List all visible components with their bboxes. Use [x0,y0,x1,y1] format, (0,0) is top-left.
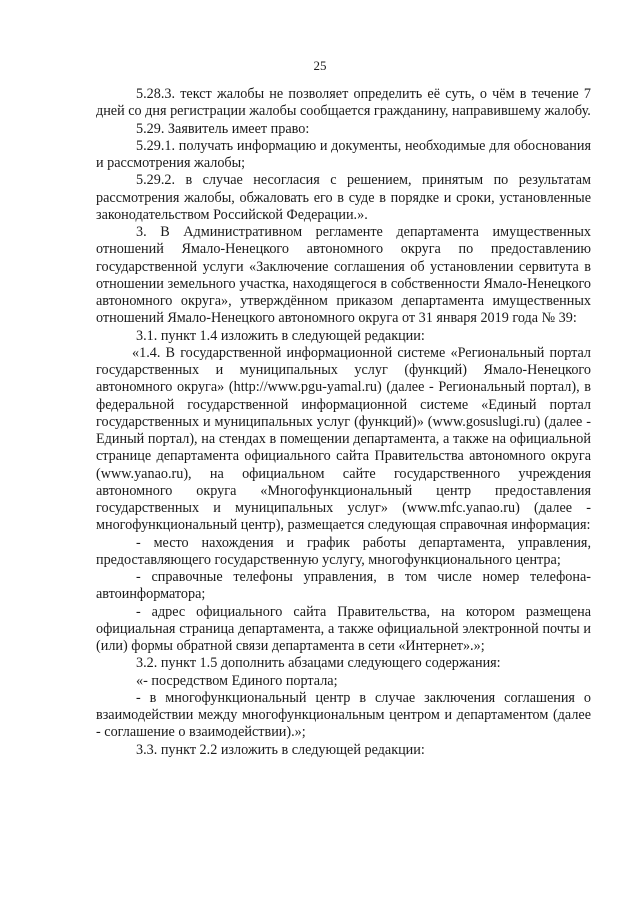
paragraph-5-29-1: 5.29.1. получать информацию и документы, необходимые для обоснования и рассмотрения жалобы; [96,137,591,171]
paragraph-3-3: 3.3. пункт 2.2 изложить в следующей редакции: [136,741,425,758]
list-item: - место нахождения и график работы департамента, управления, предоставляющего государственную услугу, многофункционального центра; [96,534,591,568]
paragraph-3-1: 3.1. пункт 1.4 изложить в следующей редакции: [136,327,425,344]
paragraph-3-2: 3.2. пункт 1.5 дополнить абзацами следующего содержания: [136,655,501,672]
list-item: «- посредством Единого портала; [136,672,338,689]
paragraph-5-29-2: 5.29.2. в случае несогласия с решением, принятым по результатам рассмотрения жалобы, обжаловать его в суде в порядке и сроки, установленные законодательством Российской Федерации.». [96,172,591,223]
paragraph-1-4: «1.4. В государственной информационной системе «Региональный портал государственных и муниципальных услуг (функций) Ямало-Ненецкого автономного округа» (http://www.pgu-yamal.ru) (далее - Региональный портал), в федеральной государственной информационной системе «Единый портал государственных и муниципальных услуг (функций)» (www.gosuslugi.ru) (далее - Единый портал), на стендах в помещении департамента, а также на официальной странице департамента официального сайта Правительства автономного округа (www.yanao.ru), на официальном сайте государственного учреждения автономного округа «Многофункциональный центр предоставления государственных и муниципальных услуг» (www.mfc.yanao.ru) (далее - многофункциональный центр), размещается следующая справочная информация: [96,344,591,534]
paragraph-5-29: 5.29. Заявитель имеет право: [136,120,310,137]
paragraph-5-28-3: 5.28.3. текст жалобы не позволяет определить её суть, о чём в течение 7 дней со дня регистрации жалобы сообщается гражданину, направившему жалобу. [96,86,591,120]
paragraph-3: 3. В Административном регламенте департамента имущественных отношений Ямало-Ненецкого автономного округа по предоставлению государственной услуги «Заключение соглашения об установлении сервитута в отношении земельного участка, находящегося в собственности Ямало-Ненецкого автономного округа», утверждённом приказом департамента имущественных отношений Ямало-Ненецкого автономного округа от 31 января 2019 года № 39: [96,224,591,327]
list-item: - в многофункциональный центр в случае заключения соглашения о взаимодействии между многофункциональным центром и департаментом (далее - соглашение о взаимодействии).»; [96,689,591,741]
page-number: 25 [313,58,327,73]
list-item: - адрес официального сайта Правительства, на котором размещена официальная страница департамента, а также официальной электронной почты и (или) формы обратной связи департамента в сети «Интернет».»; [96,603,591,654]
document-body [96,86,591,759]
list-item: - справочные телефоны управления, в том числе номер телефона-автоинформатора; [96,569,591,603]
